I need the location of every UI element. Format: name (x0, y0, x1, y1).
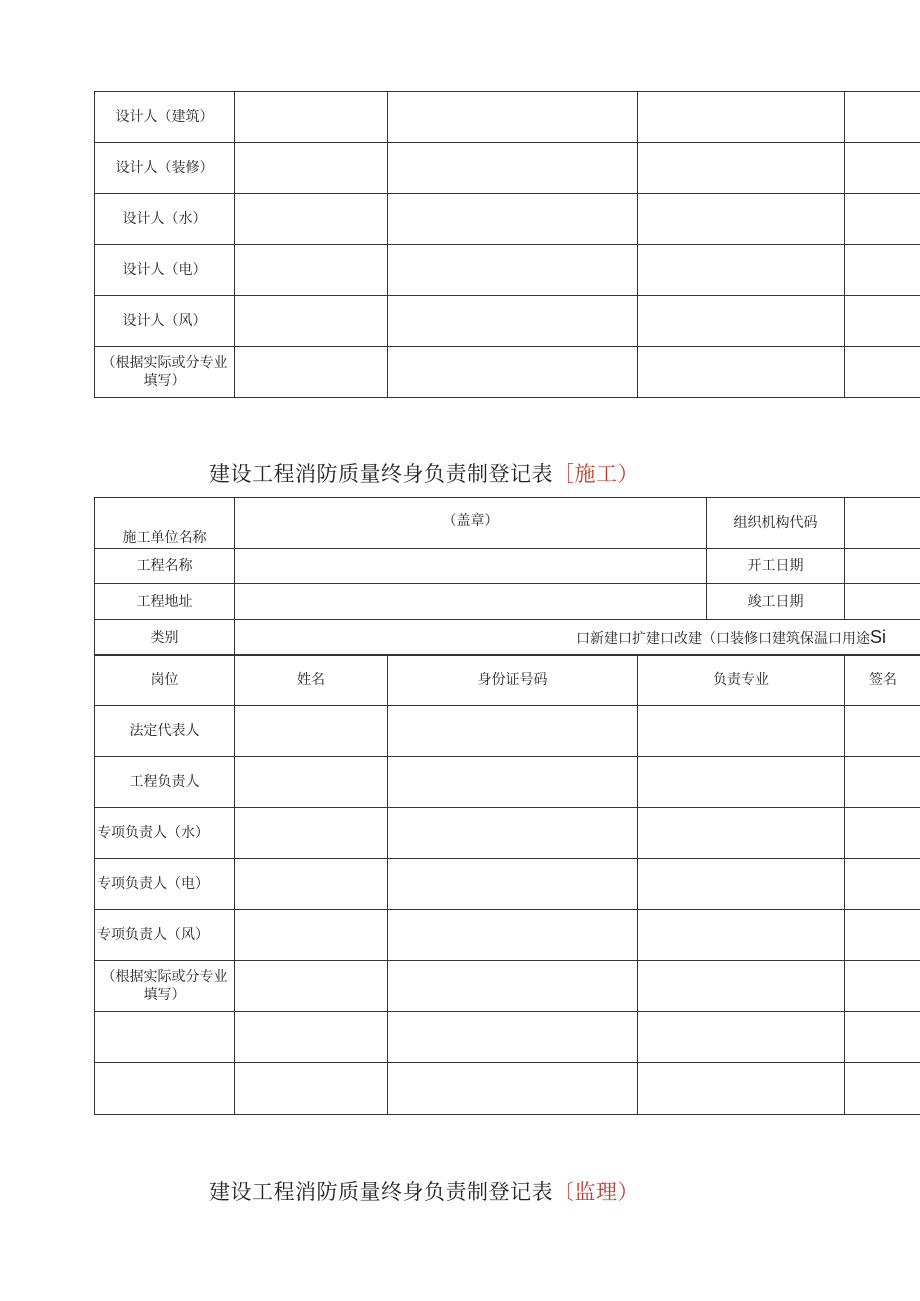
specialty-cell[interactable] (638, 92, 845, 143)
signature-cell[interactable] (845, 808, 920, 859)
table-row (95, 347, 920, 398)
table-row (95, 296, 920, 347)
specialty-cell[interactable] (638, 808, 845, 859)
header-position: 岗位 (95, 655, 235, 706)
header-signature: 签名 (845, 655, 920, 706)
id-cell[interactable] (388, 808, 638, 859)
category-tail-text: Si (870, 626, 887, 647)
name-cell[interactable] (235, 296, 388, 347)
row-label: 设计人（水） (95, 194, 235, 245)
construction-info-table (94, 497, 920, 656)
table-row (95, 706, 920, 757)
name-cell[interactable] (235, 859, 388, 910)
id-cell[interactable] (388, 961, 638, 1012)
row-label: 法定代表人 (95, 706, 235, 757)
signature-cell[interactable] (845, 910, 920, 961)
construction-form-title (209, 458, 639, 488)
table-row (95, 808, 920, 859)
id-cell[interactable] (388, 706, 638, 757)
row-label: 设计人（风） (95, 296, 235, 347)
category-label: 类别 (95, 620, 235, 656)
start-date-value[interactable] (845, 549, 920, 584)
signature-cell[interactable] (845, 347, 920, 398)
id-cell[interactable] (388, 143, 638, 194)
specialty-cell[interactable] (638, 194, 845, 245)
unit-name-label: 施工单位名称 (95, 498, 235, 549)
row-label: 设计人（电） (95, 245, 235, 296)
category-options[interactable] (235, 620, 920, 656)
signature-cell[interactable] (845, 961, 920, 1012)
row-label: 专项负责人（风） (95, 910, 235, 961)
id-cell[interactable] (388, 296, 638, 347)
header-id-number: 身份证号码 (388, 655, 638, 706)
specialty-cell[interactable] (638, 347, 845, 398)
signature-cell[interactable] (845, 296, 920, 347)
table-row (95, 1012, 920, 1063)
name-cell[interactable] (235, 143, 388, 194)
specialty-cell[interactable] (638, 859, 845, 910)
specialty-cell[interactable] (638, 961, 845, 1012)
title-suffix: ［施工） (553, 462, 639, 486)
project-address-label: 工程地址 (95, 584, 235, 620)
start-date-label: 开工日期 (707, 549, 845, 584)
table-row (95, 859, 920, 910)
row-label: 设计人（建筑） (95, 92, 235, 143)
name-cell[interactable] (235, 1012, 388, 1063)
finish-date-label: 竣工日期 (707, 584, 845, 620)
id-cell[interactable] (388, 194, 638, 245)
org-code-value[interactable] (845, 498, 920, 549)
id-cell[interactable] (388, 347, 638, 398)
title-main: 建设工程消防质量终身负责制登记表 (209, 1180, 553, 1204)
specialty-cell[interactable] (638, 143, 845, 194)
signature-cell[interactable] (845, 1063, 920, 1115)
row-label: 工程负责人 (95, 757, 235, 808)
row-label: 设计人（装修） (95, 143, 235, 194)
name-cell[interactable] (235, 92, 388, 143)
id-cell[interactable] (388, 757, 638, 808)
table-row (95, 757, 920, 808)
id-cell[interactable] (388, 1012, 638, 1063)
specialty-cell[interactable] (638, 1063, 845, 1115)
table-header-row (95, 655, 920, 706)
specialty-cell[interactable] (638, 706, 845, 757)
row-label: 专项负责人（水） (95, 808, 235, 859)
table-row (95, 245, 920, 296)
row-label[interactable] (95, 1063, 235, 1115)
specialty-cell[interactable] (638, 245, 845, 296)
row-label[interactable] (95, 1012, 235, 1063)
title-suffix: 〔监理） (553, 1180, 639, 1204)
row-label: （根据实际或分专业填写） (95, 961, 235, 1012)
name-cell[interactable] (235, 194, 388, 245)
signature-cell[interactable] (845, 859, 920, 910)
specialty-cell[interactable] (638, 910, 845, 961)
design-personnel-table (94, 91, 920, 398)
project-address-value[interactable] (235, 584, 707, 620)
specialty-cell[interactable] (638, 296, 845, 347)
table-row (95, 143, 920, 194)
supervision-form-title (209, 1176, 639, 1206)
signature-cell[interactable] (845, 706, 920, 757)
id-cell[interactable] (388, 92, 638, 143)
id-cell[interactable] (388, 245, 638, 296)
signature-cell[interactable] (845, 194, 920, 245)
signature-cell[interactable] (845, 92, 920, 143)
name-cell[interactable] (235, 245, 388, 296)
name-cell[interactable] (235, 757, 388, 808)
id-cell[interactable] (388, 1063, 638, 1115)
project-name-label: 工程名称 (95, 549, 235, 584)
name-cell[interactable] (235, 1063, 388, 1115)
table-row (95, 92, 920, 143)
project-name-value[interactable] (235, 549, 707, 584)
signature-cell[interactable] (845, 245, 920, 296)
table-row (95, 194, 920, 245)
name-cell[interactable] (235, 347, 388, 398)
row-label: （根据实际或分专业填写） (95, 347, 235, 398)
table-row (95, 961, 920, 1012)
title-main: 建设工程消防质量终身负责制登记表 (209, 462, 553, 486)
table-row (95, 584, 920, 620)
header-name: 姓名 (235, 655, 388, 706)
id-cell[interactable] (388, 859, 638, 910)
name-cell[interactable] (235, 808, 388, 859)
table-row (95, 1063, 920, 1115)
header-specialty: 负责专业 (638, 655, 845, 706)
finish-date-value[interactable] (845, 584, 920, 620)
table-row (95, 620, 920, 656)
category-options-text: 口新建口扩建口改建（口装修口建筑保温口用途 (576, 630, 870, 647)
table-row (95, 549, 920, 584)
row-label: 专项负责人（电） (95, 859, 235, 910)
name-cell[interactable] (235, 910, 388, 961)
signature-cell[interactable] (845, 143, 920, 194)
id-cell[interactable] (388, 910, 638, 961)
construction-personnel-table (94, 654, 920, 1115)
specialty-cell[interactable] (638, 1012, 845, 1063)
table-row (95, 910, 920, 961)
name-cell[interactable] (235, 961, 388, 1012)
signature-cell[interactable] (845, 757, 920, 808)
seal-cell: （盖章） (235, 498, 707, 549)
table-row (95, 498, 920, 549)
specialty-cell[interactable] (638, 757, 845, 808)
org-code-label: 组织机构代码 (707, 498, 845, 549)
signature-cell[interactable] (845, 1012, 920, 1063)
name-cell[interactable] (235, 706, 388, 757)
